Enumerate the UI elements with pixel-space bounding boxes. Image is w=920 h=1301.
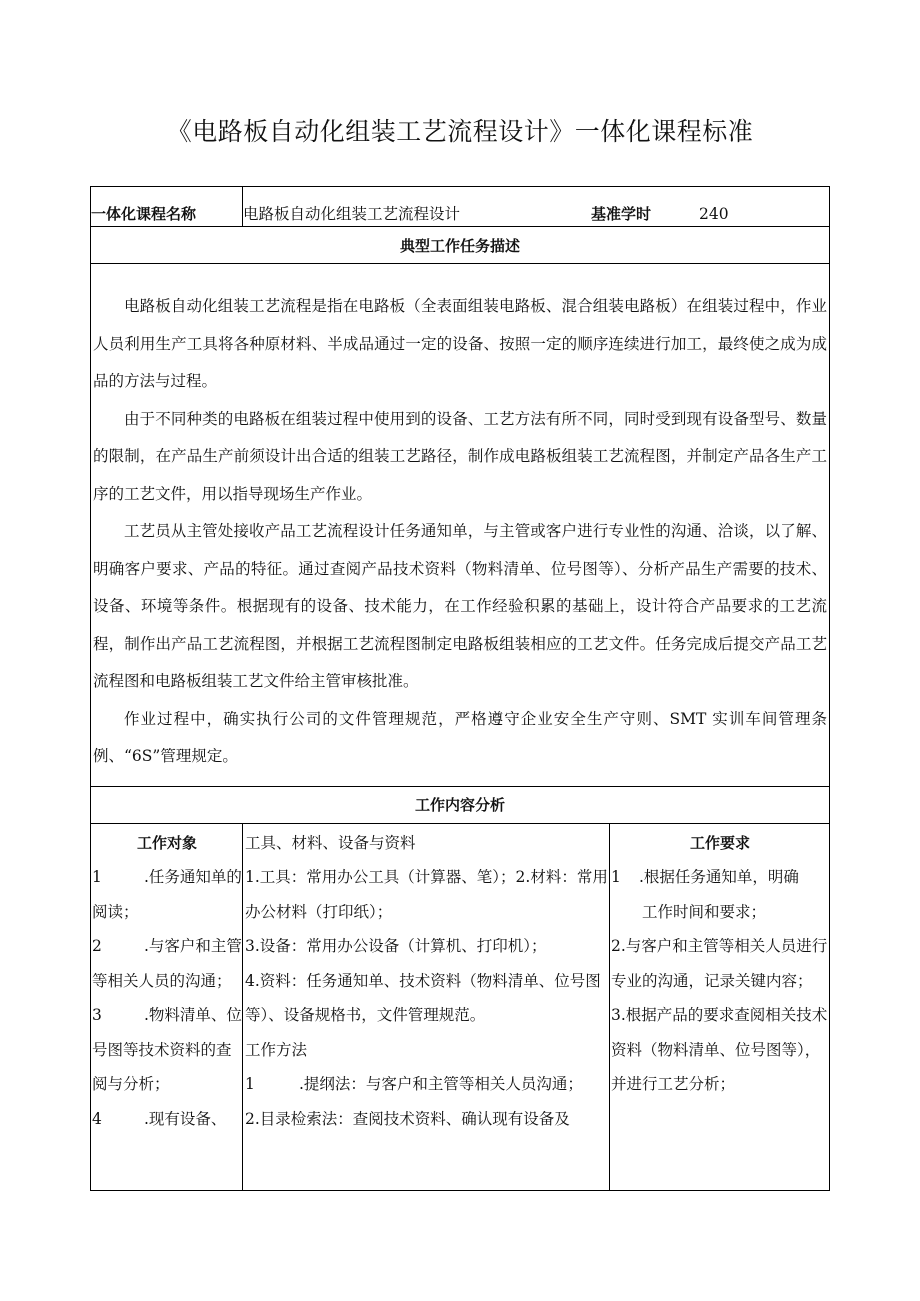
work-objects-heading: 工作对象 — [136, 833, 197, 852]
page-title: 《电路板自动化组装工艺流程设计》一体化课程标准 — [166, 117, 754, 146]
work-object-item: 4 .现有设备、 — [92, 1109, 227, 1128]
work-method-item: 1 .提纲法：与客户和主管等相关人员沟通； — [245, 1075, 583, 1093]
hours-value: 240 — [699, 205, 729, 223]
content-analysis-row — [91, 823, 830, 1190]
course-name-value: 电路板自动化组装工艺流程设计 — [243, 205, 461, 223]
work-object-item: 2 .与客户和主管等相关人员的沟通； — [92, 937, 242, 990]
course-name-label: 一体化课程名称 — [91, 187, 243, 227]
task-desc-heading: 典型工作任务描述 — [91, 227, 830, 264]
work-method-item: 2.目录检索法：查阅技术资料、确认现有设备及 — [245, 1109, 570, 1128]
course-info-row — [91, 187, 830, 227]
task-desc-paragraph: 由于不同种类的电路板在组装过程中使用到的设备、工艺方法有所不同，同时受到现有设备型号、数量的限制，在产品生产前须设计出合适的组装工艺路径，制作成电路板组装工艺流程图，并制定产品各生产工序的工艺文件，用以指导现场生产作业。 — [93, 409, 827, 503]
content-analysis-heading: 工作内容分析 — [91, 786, 830, 823]
tools-line: 4.资料：任务通知单、技术资料（物料清单、位号图等）、设备规格书，文件管理规范。 — [245, 971, 601, 1024]
tools-line: 3.设备：常用办公设备（计算机、打印机）； — [245, 937, 547, 955]
tools-line: 1.工具：常用办公工具（计算器、笔）；2.材料：常用办公材料（打印纸）； — [245, 868, 608, 921]
work-method-heading: 工作方法 — [245, 1040, 308, 1059]
hours-label: 基准学时 — [591, 205, 652, 223]
work-object-item: 1 .任务通知单的阅读； — [92, 868, 242, 921]
tools-heading: 工具、材料、设备与资料 — [245, 833, 416, 852]
requirements-cell — [610, 823, 830, 1190]
content-analysis-heading-row — [91, 786, 830, 823]
task-desc-paragraph: 作业过程中，确实执行公司的文件管理规范，严格遵守企业安全生产守则、SMT 实训车间管理条例、“6S”管理规定。 — [93, 709, 827, 765]
task-desc-heading-row — [91, 227, 830, 264]
requirement-item-continued: 工作时间和要求； — [642, 902, 767, 921]
work-object-item: 3 .物料清单、位号图等技术资料的查阅与分析； — [92, 1006, 242, 1093]
work-objects-cell — [91, 823, 243, 1190]
task-desc-body — [91, 264, 830, 787]
tools-cell — [243, 823, 610, 1190]
requirement-item: 1 .根据任务通知单，明确 — [611, 868, 799, 886]
requirement-item: 3.根据产品的要求查阅相关技术资料（物料清单、位号图等），并进行工艺分析； — [611, 1006, 828, 1093]
requirements-heading: 工作要求 — [689, 833, 750, 852]
course-standard-table — [90, 186, 830, 1191]
task-desc-paragraph: 电路板自动化组装工艺流程是指在电路板（全表面组装电路板、混合组装电路板）在组装过程中，作业人员利用生产工具将各种原材料、半成品通过一定的设备、按照一定的顺序连续进行加工，最终使之成为成品的方法与过程。 — [93, 297, 827, 390]
course-name-cell — [243, 187, 830, 227]
task-desc-row — [91, 264, 830, 787]
requirement-item: 2.与客户和主管等相关人员进行专业的沟通，记录关键内容； — [611, 937, 828, 990]
task-desc-paragraph: 工艺员从主管处接收产品工艺流程设计任务通知单，与主管或客户进行专业性的沟通、洽谈，以了解、明确客户要求、产品的特征。通过查阅产品技术资料（物料清单、位号图等）、分析产品生产需要的技术、设备、环境等条件。根据现有的设备、技术能力，在工作经验积累的基础上，设计符合产品要求的工艺流程，制作出产品工艺流程图，并根据工艺流程图制定电路板组装相应的工艺文件。任务完成后提交产品工艺流程图和电路板组装工艺文件给主管审核批准。 — [93, 522, 827, 690]
